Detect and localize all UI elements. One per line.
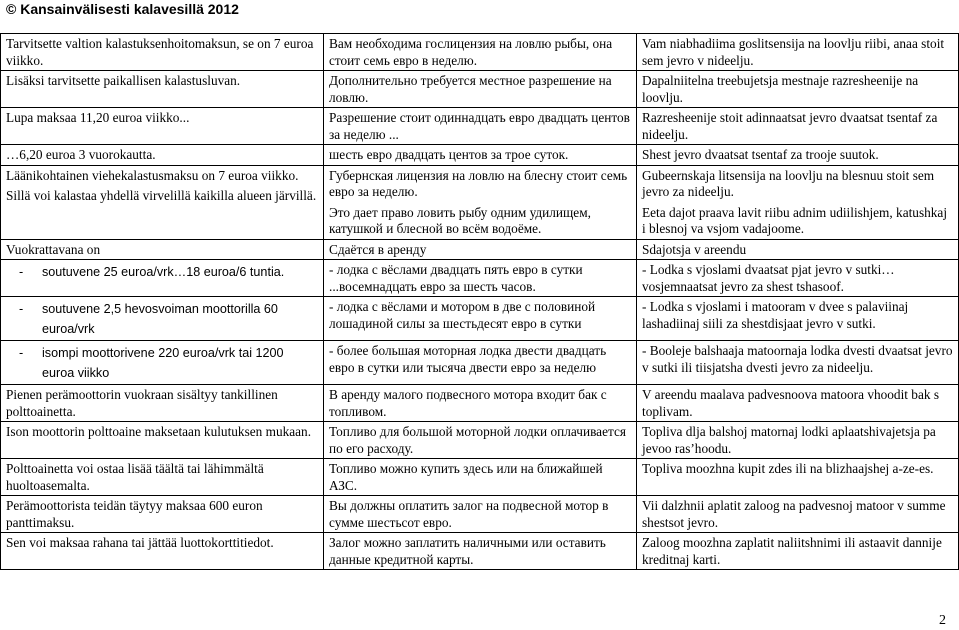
sami-cell: V areendu maalava padvesnoova matoora vhoodit bak s toplivam. bbox=[637, 385, 959, 422]
sami-cell: Topliva moozhna kupit zdes ili na blizhaajshej a-ze-es. bbox=[637, 459, 959, 496]
russian-paragraph: Губернская лицензия на ловлю на блесну стоит семь евро за неделю. bbox=[329, 167, 628, 199]
finnish-cell: Vuokrattavana on bbox=[1, 239, 324, 260]
sami-cell: Zaloog moozhna zaplatit naliitshnimi ili astaavit dannije kreditnaj karti. bbox=[637, 533, 959, 570]
table-row bbox=[1, 145, 959, 166]
russian-cell: В аренду малого подвесного мотора входит бак с топливом. bbox=[324, 385, 637, 422]
russian-cell: Разрешение стоит одиннадцать евро двадцать центов за неделю ... bbox=[324, 108, 637, 145]
finnish-cell bbox=[1, 260, 324, 297]
finnish-cell bbox=[1, 297, 324, 341]
sami-cell: Sdajotsja v areendu bbox=[637, 239, 959, 260]
list-item bbox=[6, 343, 319, 383]
table-row bbox=[1, 297, 959, 341]
russian-cell: Залог можно заплатить наличными или оставить данные кредитной карты. bbox=[324, 533, 637, 570]
list-item-text: soutuvene 2,5 hevosvoiman moottorilla 60 euroa/vrk bbox=[42, 302, 278, 336]
table-row bbox=[1, 165, 959, 239]
rental-list bbox=[6, 262, 319, 282]
russian-cell bbox=[324, 165, 637, 239]
table-row bbox=[1, 496, 959, 533]
finnish-cell: Polttoainetta voi ostaa lisää täältä tai lähimmältä huoltoasemalta. bbox=[1, 459, 324, 496]
sami-cell: - Lodka s vjoslami dvaatsat pjat jevro v sutki… vosjemnaatsat jevro za shest tshasoof. bbox=[637, 260, 959, 297]
translation-table bbox=[0, 33, 959, 570]
sami-cell: - Lodka s vjoslami i matooram v dvee s palaviinaj lashadiinaj siili za shestdisjaat jevro v sutki. bbox=[637, 297, 959, 341]
rental-list bbox=[6, 299, 319, 339]
finnish-cell bbox=[1, 165, 324, 239]
russian-cell: шесть евро двадцать центов за трое суток. bbox=[324, 145, 637, 166]
russian-cell: - лодка с вёслами двадцать пять евро в сутки ...восемнадцать евро за шесть часов. bbox=[324, 260, 637, 297]
finnish-cell: Lupa maksaa 11,20 euroa viikko... bbox=[1, 108, 324, 145]
table-row bbox=[1, 459, 959, 496]
table-row bbox=[1, 385, 959, 422]
russian-cell: - более большая моторная лодка двести двадцать евро в сутки или тысяча двести евро за неделю bbox=[324, 341, 637, 385]
russian-cell: Вы должны оплатить залог на подвесной мотор в сумме шестьсот евро. bbox=[324, 496, 637, 533]
sami-cell bbox=[637, 165, 959, 239]
sami-paragraph: Eeta dajot praava lavit riibu adnim udiilishjem, katushkaj i blesnoj va vsjom vadajoome. bbox=[642, 204, 948, 236]
finnish-paragraph: Läänikohtainen viehekalastusmaksu on 7 euroa viikko. bbox=[6, 167, 299, 183]
finnish-cell: Ison moottorin polttoaine maksetaan kulutuksen mukaan. bbox=[1, 422, 324, 459]
table-row bbox=[1, 108, 959, 145]
sami-cell: Vii dalzhnii aplatit zaloog na padvesnoj matoor v summe shestsot jevro. bbox=[637, 496, 959, 533]
russian-cell: - лодка с вёслами и мотором в две с половиной лошадиной силы за шестьдесят евро в сутки bbox=[324, 297, 637, 341]
sami-cell: Topliva dlja balshoj matornaj lodki aplaatshivajetsja pa jevoo ras’hoodu. bbox=[637, 422, 959, 459]
russian-cell: Дополнительно требуется местное разрешение на ловлю. bbox=[324, 71, 637, 108]
table-row bbox=[1, 34, 959, 71]
finnish-paragraph: Sillä voi kalastaa yhdellä virvelillä kaikilla alueen järvillä. bbox=[6, 188, 317, 203]
finnish-cell: Perämoottorista teidän täytyy maksaa 600 euron panttimaksu. bbox=[1, 496, 324, 533]
table-row bbox=[1, 341, 959, 385]
page-number: 2 bbox=[939, 613, 946, 628]
table-row bbox=[1, 422, 959, 459]
finnish-cell: Pienen perämoottorin vuokraan sisältyy tankillinen polttoainetta. bbox=[1, 385, 324, 422]
document-heading: © Kansainvälisesti kalavesillä 2012 bbox=[6, 1, 239, 17]
sami-paragraph: Gubeernskaja litsensija na loovlju na blesnuu stoit sem jevro za nideelju. bbox=[642, 167, 935, 199]
finnish-cell: Sen voi maksaa rahana tai jättää luottokorttitiedot. bbox=[1, 533, 324, 570]
finnish-cell: Tarvitsette valtion kalastuksenhoitomaksun, se on 7 euroa viikko. bbox=[1, 34, 324, 71]
russian-cell: Топливо для большой моторной лодки оплачивается по его расходу. bbox=[324, 422, 637, 459]
table-row bbox=[1, 533, 959, 570]
list-item-text: isompi moottorivene 220 euroa/vrk tai 1200 euroa viikko bbox=[42, 346, 284, 380]
finnish-cell: Lisäksi tarvitsette paikallisen kalastusluvan. bbox=[1, 71, 324, 108]
russian-cell: Топливо можно купить здесь или на ближайшей АЗС. bbox=[324, 459, 637, 496]
dash-bullet: - bbox=[19, 265, 24, 279]
russian-cell: Сдаётся в аренду bbox=[324, 239, 637, 260]
list-item bbox=[6, 262, 319, 282]
finnish-cell bbox=[1, 341, 324, 385]
sami-cell: Shest jevro dvaatsat tsentaf za trooje suutok. bbox=[637, 145, 959, 166]
sami-cell: Razresheenije stoit adinnaatsat jevro dvaatsat tsentaf za nideelju. bbox=[637, 108, 959, 145]
sami-cell: - Booleje balshaaja matoornaja lodka dvesti dvaatsat jevro v sutki ili tiisjatsha dvesti jevro za nideelju. bbox=[637, 341, 959, 385]
table-row bbox=[1, 71, 959, 108]
rental-list bbox=[6, 343, 319, 383]
list-item-text: soutuvene 25 euroa/vrk…18 euroa/6 tuntia. bbox=[42, 265, 285, 279]
finnish-cell: …6,20 euroa 3 vuorokautta. bbox=[1, 145, 324, 166]
table-row bbox=[1, 260, 959, 297]
list-item bbox=[6, 299, 319, 339]
russian-cell: Вам необходима гослицензия на ловлю рыбы, она стоит семь евро в неделю. bbox=[324, 34, 637, 71]
sami-cell: Vam niabhadiima goslitsensija na loovlju riibi, anaa stoit sem jevro v nideelju. bbox=[637, 34, 959, 71]
sami-cell: Dapalniitelna treebujetsja mestnaje razresheenije na loovlju. bbox=[637, 71, 959, 108]
dash-bullet: - bbox=[19, 346, 24, 360]
dash-bullet: - bbox=[19, 302, 24, 316]
table-row bbox=[1, 239, 959, 260]
russian-paragraph: Это дает право ловить рыбу одним удилищем, катушкой и блесной во всём водоёме. bbox=[329, 204, 591, 236]
